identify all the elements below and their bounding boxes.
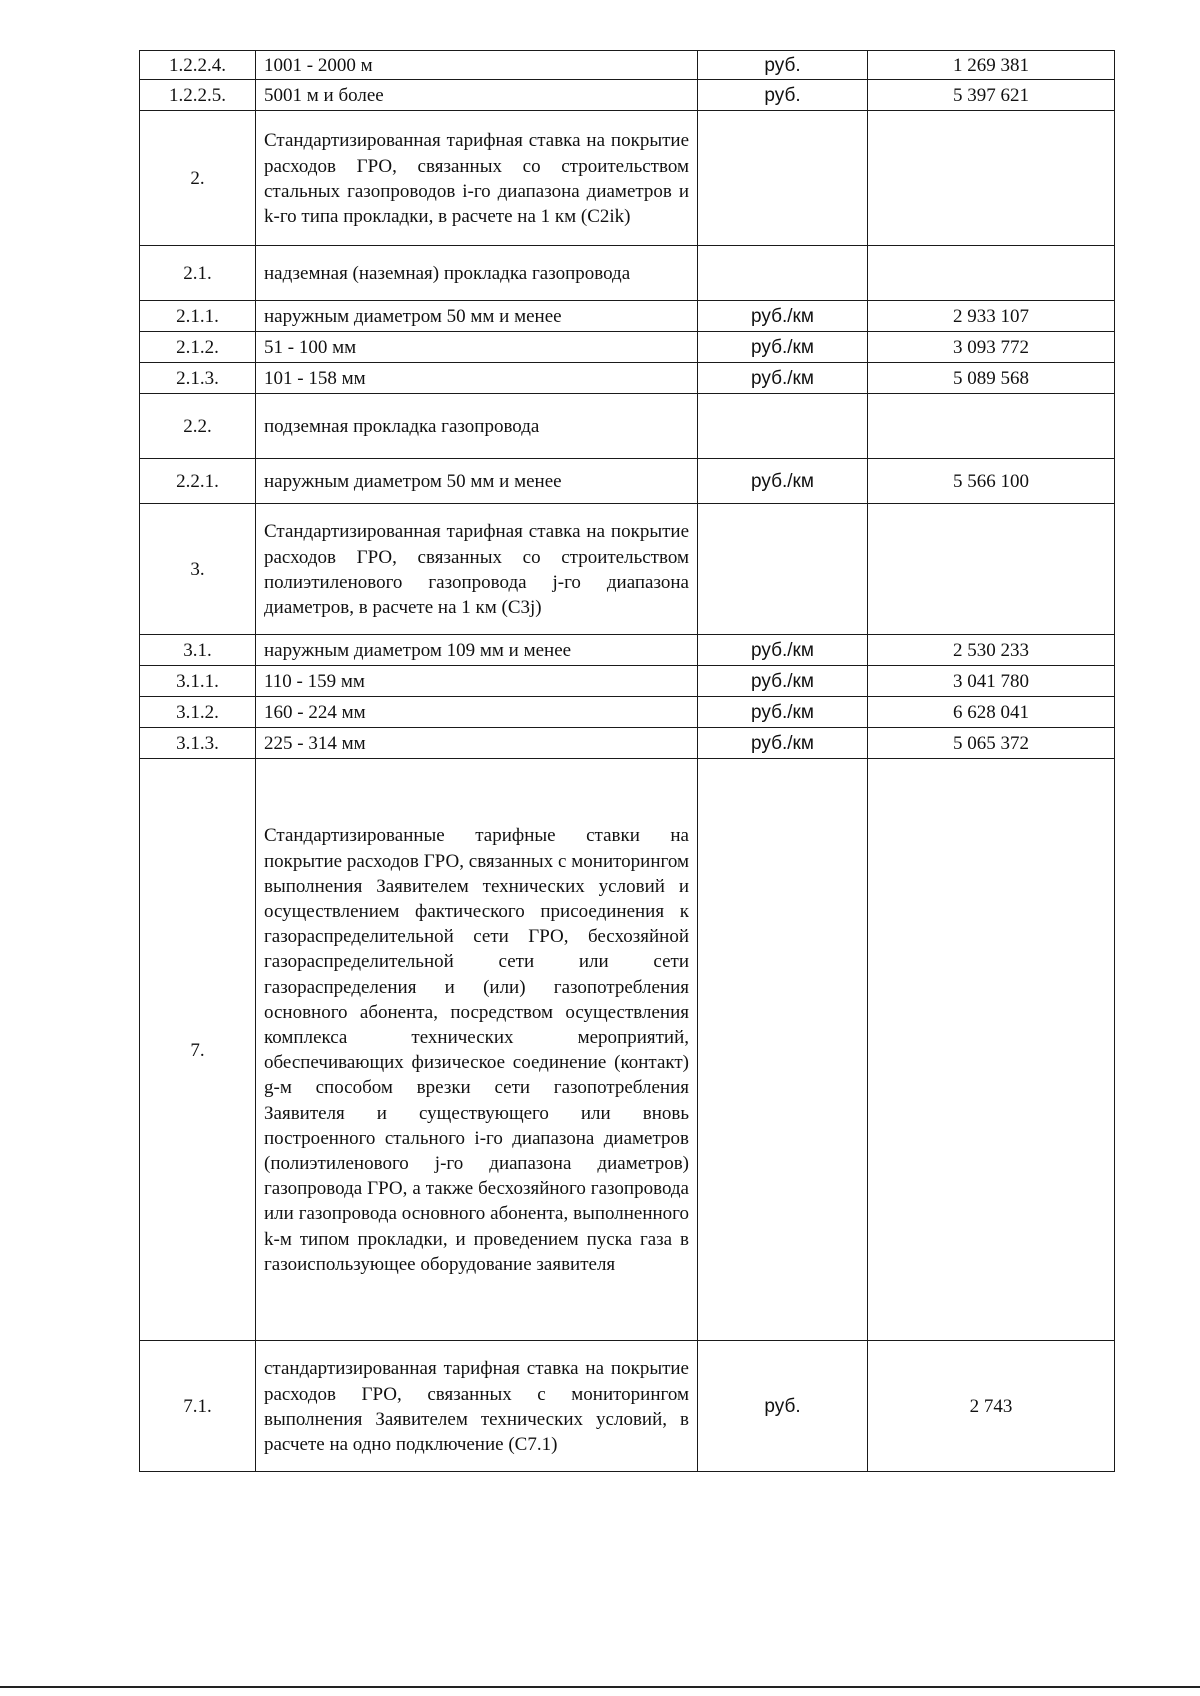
row-unit: руб./км (698, 666, 868, 697)
table-row (140, 332, 1115, 363)
row-description: наружным диаметром 50 мм и менее (256, 459, 698, 504)
row-description: 160 - 224 мм (256, 697, 698, 728)
row-value: 2 530 233 (868, 635, 1115, 666)
table-row (140, 728, 1115, 759)
row-number: 3. (140, 504, 256, 635)
row-value: 2 933 107 (868, 301, 1115, 332)
row-description: надземная (наземная) прокладка газопровода (256, 246, 698, 301)
row-description: наружным диаметром 50 мм и менее (256, 301, 698, 332)
row-value (868, 394, 1115, 459)
row-description: подземная прокладка газопровода (256, 394, 698, 459)
table-row (140, 504, 1115, 635)
row-description: Стандартизированная тарифная ставка на покрытие расходов ГРО, связанных со строительством полиэтиленового газопровода j-го диапазона диаметров, в расчете на 1 км (C3j) (256, 504, 698, 635)
row-number: 3.1.2. (140, 697, 256, 728)
row-description: 101 - 158 мм (256, 363, 698, 394)
row-unit: руб. (698, 51, 868, 80)
row-number: 3.1.1. (140, 666, 256, 697)
row-number: 3.1.3. (140, 728, 256, 759)
row-unit: руб./км (698, 635, 868, 666)
row-value (868, 759, 1115, 1341)
tariff-table (139, 50, 1115, 1472)
page-bottom-rule (0, 1686, 1200, 1688)
table-row (140, 635, 1115, 666)
row-unit (698, 111, 868, 246)
row-number: 2.2. (140, 394, 256, 459)
row-unit (698, 394, 868, 459)
table-row (140, 80, 1115, 111)
table-row (140, 759, 1115, 1341)
row-description: 110 - 159 мм (256, 666, 698, 697)
row-unit: руб./км (698, 459, 868, 504)
row-number: 2.2.1. (140, 459, 256, 504)
row-unit: руб./км (698, 363, 868, 394)
table-row (140, 666, 1115, 697)
row-description: 225 - 314 мм (256, 728, 698, 759)
row-description: Стандартизированная тарифная ставка на покрытие расходов ГРО, связанных со строительством стальных газопроводов i-го диапазона диаметров и k-го типа прокладки, в расчете на 1 км (C2ik) (256, 111, 698, 246)
row-value (868, 504, 1115, 635)
row-description: 5001 м и более (256, 80, 698, 111)
row-unit (698, 246, 868, 301)
row-number: 1.2.2.4. (140, 51, 256, 80)
row-number: 7.1. (140, 1341, 256, 1472)
row-value: 1 269 381 (868, 51, 1115, 80)
row-description: стандартизированная тарифная ставка на покрытие расходов ГРО, связанных с мониторингом выполнения Заявителем технических условий, в расчете на одно подключение (C7.1) (256, 1341, 698, 1472)
row-value: 5 089 568 (868, 363, 1115, 394)
table-row (140, 1341, 1115, 1472)
row-number: 2.1.3. (140, 363, 256, 394)
row-value: 5 065 372 (868, 728, 1115, 759)
row-description: наружным диаметром 109 мм и менее (256, 635, 698, 666)
table-row (140, 459, 1115, 504)
row-number: 2.1. (140, 246, 256, 301)
row-value: 2 743 (868, 1341, 1115, 1472)
table-row (140, 111, 1115, 246)
row-unit: руб./км (698, 728, 868, 759)
row-value (868, 246, 1115, 301)
row-number: 1.2.2.5. (140, 80, 256, 111)
row-unit: руб./км (698, 332, 868, 363)
row-description: 51 - 100 мм (256, 332, 698, 363)
row-value: 5 566 100 (868, 459, 1115, 504)
row-number: 2.1.2. (140, 332, 256, 363)
row-number: 2. (140, 111, 256, 246)
table-row (140, 697, 1115, 728)
row-value: 3 041 780 (868, 666, 1115, 697)
row-number: 3.1. (140, 635, 256, 666)
row-unit: руб./км (698, 301, 868, 332)
table-row (140, 363, 1115, 394)
row-value: 5 397 621 (868, 80, 1115, 111)
row-unit (698, 759, 868, 1341)
row-unit: руб./км (698, 697, 868, 728)
table-row (140, 394, 1115, 459)
table-row (140, 301, 1115, 332)
row-unit: руб. (698, 1341, 868, 1472)
row-description: 1001 - 2000 м (256, 51, 698, 80)
row-value: 6 628 041 (868, 697, 1115, 728)
table-row (140, 51, 1115, 80)
row-value: 3 093 772 (868, 332, 1115, 363)
row-unit: руб. (698, 80, 868, 111)
row-number: 7. (140, 759, 256, 1341)
row-number: 2.1.1. (140, 301, 256, 332)
row-unit (698, 504, 868, 635)
row-value (868, 111, 1115, 246)
row-description: Стандартизированные тарифные ставки на покрытие расходов ГРО, связанных с мониторингом выполнения Заявителем технических условий и осуществлением фактического присоединения к газораспределительной сети ГРО, бесхозяйной газораспределительной сети или сети газораспределения и (или) газопотребления основного абонента, посредством осуществления комплекса технических мероприятий, обеспечивающих физическое соединение (контакт) g-м способом врезки сети газопотребления Заявителя и существующего или вновь построенного стального i-го диапазона диаметров (полиэтиленового j-го диапазона диаметров) газопровода ГРО, а также бесхозяйного газопровода или газопровода основного абонента, выполненного k-м типом прокладки, и проведением пуска газа в газоиспользующее оборудование заявителя (256, 759, 698, 1341)
table-row (140, 246, 1115, 301)
